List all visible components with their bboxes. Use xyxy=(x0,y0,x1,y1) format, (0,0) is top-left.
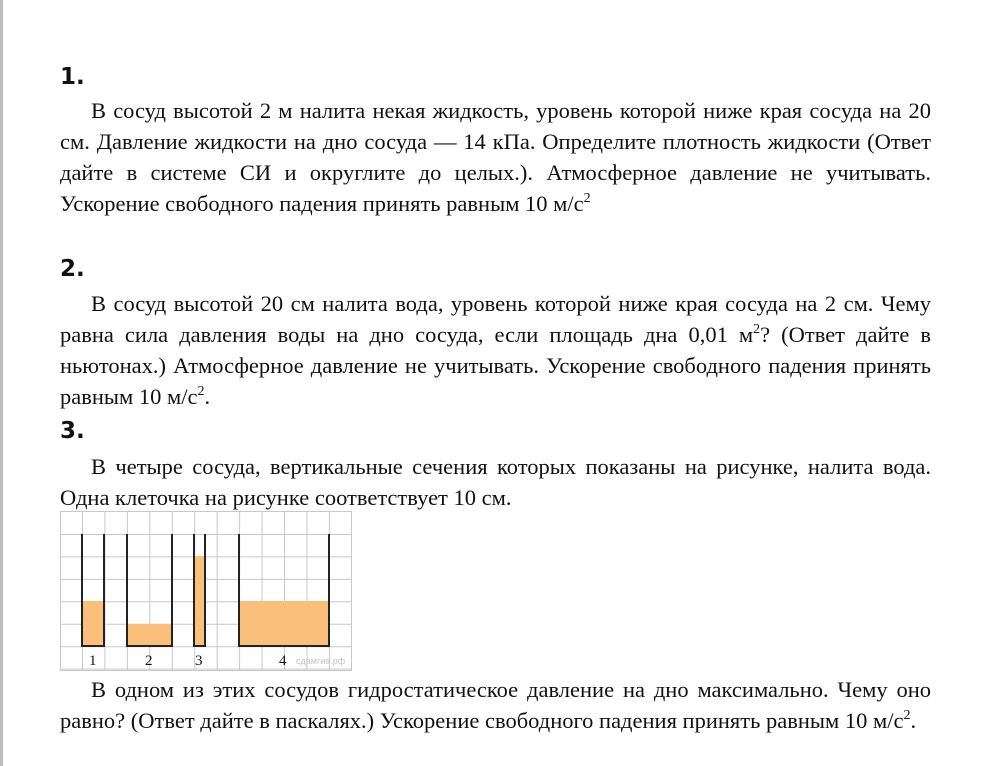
vessel-4-water xyxy=(239,601,329,646)
problem-2-sup2: 2 xyxy=(197,384,205,399)
problem-2-number: 2. xyxy=(60,256,85,282)
vessel-3-label: 3 xyxy=(195,653,203,669)
problem-2-body-mid: ? (Ответ дайте в ньютонах.) Атмосферное давление не учитывать. Ускорение свободного падения принять равным 10 м/с xyxy=(60,322,931,409)
problem-1-text xyxy=(60,95,931,219)
problem-2-body: В сосуд высотой 20 см налита вода, уровень которой ниже края сосуда на 2 см. Чему равна сила давления воды на дно сосуда, если площадь дна 0,01 м xyxy=(60,291,931,347)
vessel-2-water xyxy=(127,624,172,646)
problem-3-number: 3. xyxy=(60,418,85,444)
problem-1-number: 1. xyxy=(60,64,85,90)
vessels-diagram xyxy=(60,511,352,671)
vessel-1-water xyxy=(82,601,104,646)
problem-3-text: В четыре сосуда, вертикальные сечения которых показаны на рисунке, налита вода. Одна клеточка на рисунке соответствует 10 см. xyxy=(60,454,931,510)
problem-3-tail: . xyxy=(910,708,917,733)
problem-3-question-body: В одном из этих сосудов гидростатическое давление на дно максимально. Чему оно равно? (Ответ дайте в паскалях.) Ускорение свободного падения принять равным 10 м/с xyxy=(60,677,931,733)
vessels-figure xyxy=(60,511,352,676)
vessel-3-water xyxy=(194,556,205,646)
vessel-1-label: 1 xyxy=(89,653,97,669)
vessel-4-label: 4 xyxy=(279,653,287,669)
page-left-border xyxy=(0,0,3,766)
problem-2-sup: 2 xyxy=(753,322,761,337)
vessel-2-label: 2 xyxy=(145,653,153,669)
problem-3-sup: 2 xyxy=(903,708,911,723)
problem-1-sup: 2 xyxy=(583,191,591,206)
problem-2-text xyxy=(60,288,931,412)
problem-3-question xyxy=(60,674,931,736)
watermark: сдамгиа.рф xyxy=(296,656,346,666)
problem-1-body: В сосуд высотой 2 м налита некая жидкость, уровень которой ниже края сосуда на 20 см. Давление жидкости на дно сосуда — 14 кПа. Определите плотность жидкости (Ответ дайте в системе СИ и округлите до целых.). Атмосферное давление не учитывать. Ускорение свободного падения принять равным 10 м/с xyxy=(60,98,931,216)
problem-2-tail: . xyxy=(204,384,211,409)
